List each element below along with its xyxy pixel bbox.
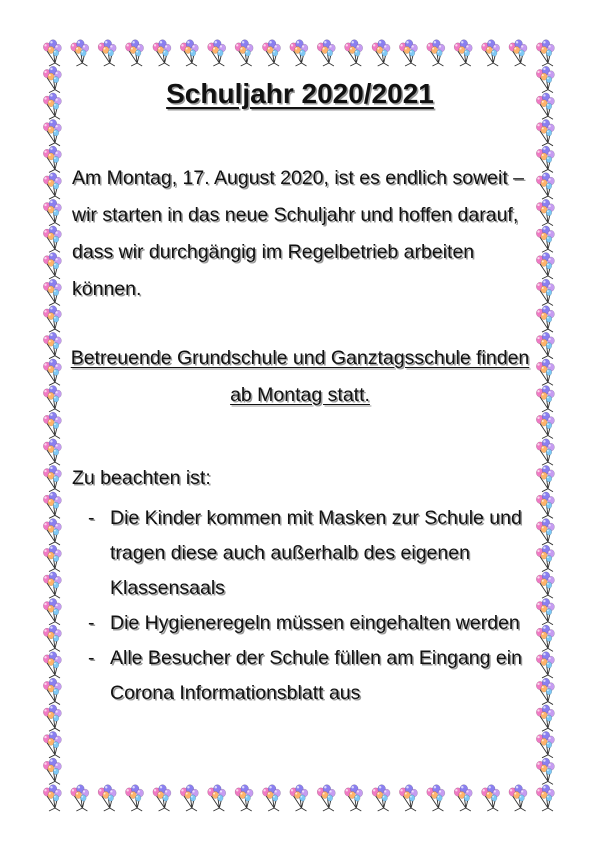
balloon-bunch-icon bbox=[43, 332, 61, 358]
balloon-bunch-icon bbox=[536, 385, 554, 411]
balloon-bunch-icon bbox=[71, 40, 89, 66]
balloon-bunch-icon bbox=[454, 40, 472, 66]
notes-list bbox=[88, 501, 528, 711]
balloon-bunch-icon bbox=[427, 785, 445, 811]
balloon-bunch-icon bbox=[536, 465, 554, 491]
notes-heading: Zu beachten ist: bbox=[72, 467, 211, 489]
balloon-bunch-icon bbox=[262, 785, 280, 811]
balloon-bunch-icon bbox=[153, 785, 171, 811]
balloon-bunch-icon bbox=[125, 785, 143, 811]
balloon-bunch-icon bbox=[536, 785, 554, 811]
balloon-bunch-icon bbox=[536, 173, 554, 199]
balloon-bunch-icon bbox=[536, 226, 554, 252]
balloon-bunch-icon bbox=[153, 40, 171, 66]
balloon-bunch-icon bbox=[43, 40, 61, 66]
list-item: - Die Kinder kommen mit Masken zur Schule und tragen diese auch außerhalb des eigenen Klassensaals bbox=[88, 501, 528, 606]
balloon-bunch-icon bbox=[536, 545, 554, 571]
balloon-bunch-icon bbox=[43, 678, 61, 704]
balloon-bunch-icon bbox=[43, 279, 61, 305]
page-title: Schuljahr 2020/2021 bbox=[166, 78, 434, 109]
announcement: Betreuende Grundschule und Ganztagsschule finden ab Montag statt. bbox=[70, 347, 530, 406]
balloon-bunch-icon bbox=[536, 146, 554, 172]
balloon-bunch-icon bbox=[98, 40, 116, 66]
balloon-bunch-icon bbox=[43, 146, 61, 172]
balloon-bunch-icon bbox=[290, 785, 308, 811]
balloon-bunch-icon bbox=[536, 731, 554, 757]
balloon-bunch-icon bbox=[262, 40, 280, 66]
balloon-bunch-icon bbox=[180, 785, 198, 811]
balloon-bunch-icon bbox=[536, 652, 554, 678]
balloon-bunch-icon bbox=[399, 785, 417, 811]
balloon-bunch-icon bbox=[43, 519, 61, 545]
balloon-bunch-icon bbox=[536, 572, 554, 598]
balloon-bunch-icon bbox=[208, 40, 226, 66]
balloon-bunch-icon bbox=[536, 119, 554, 145]
balloon-bunch-icon bbox=[536, 199, 554, 225]
balloon-bunch-icon bbox=[43, 625, 61, 651]
balloon-bunch-icon bbox=[43, 226, 61, 252]
balloon-bunch-icon bbox=[43, 785, 61, 811]
balloon-bunch-icon bbox=[43, 199, 61, 225]
intro-paragraph: Am Montag, 17. August 2020, ist es endlich soweit – wir starten in das neue Schuljahr und hoffen darauf, dass wir durchgängig im Regelbetrieb arbeiten können. bbox=[72, 167, 525, 300]
balloon-bunch-icon bbox=[536, 439, 554, 465]
balloon-bunch-icon bbox=[290, 40, 308, 66]
balloon-bunch-icon bbox=[43, 652, 61, 678]
balloon-bunch-icon bbox=[43, 598, 61, 624]
balloon-bunch-icon bbox=[125, 40, 143, 66]
balloon-bunch-icon bbox=[536, 412, 554, 438]
balloon-bunch-icon bbox=[536, 492, 554, 518]
balloon-bunch-icon bbox=[43, 572, 61, 598]
balloon-bunch-icon bbox=[43, 758, 61, 784]
balloon-bunch-icon bbox=[536, 252, 554, 278]
balloon-bunch-icon bbox=[43, 412, 61, 438]
balloon-bunch-icon bbox=[536, 598, 554, 624]
balloon-bunch-icon bbox=[43, 252, 61, 278]
balloon-bunch-icon bbox=[180, 40, 198, 66]
balloon-bunch-icon bbox=[536, 758, 554, 784]
balloon-bunch-icon bbox=[509, 785, 527, 811]
balloon-bunch-icon bbox=[536, 625, 554, 651]
balloon-bunch-icon bbox=[372, 40, 390, 66]
balloon-bunch-icon bbox=[427, 40, 445, 66]
balloon-bunch-icon bbox=[208, 785, 226, 811]
balloon-bunch-icon bbox=[43, 359, 61, 385]
balloon-bunch-icon bbox=[536, 332, 554, 358]
balloon-bunch-icon bbox=[536, 40, 554, 66]
list-item: - Die Hygieneregeln müssen eingehalten werden bbox=[88, 606, 528, 641]
balloon-bunch-icon bbox=[235, 40, 253, 66]
balloon-bunch-icon bbox=[43, 306, 61, 332]
balloon-bunch-icon bbox=[536, 519, 554, 545]
balloon-bunch-icon bbox=[71, 785, 89, 811]
balloon-bunch-icon bbox=[345, 785, 363, 811]
balloon-bunch-icon bbox=[43, 492, 61, 518]
balloon-bunch-icon bbox=[536, 306, 554, 332]
balloon-bunch-icon bbox=[372, 785, 390, 811]
balloon-bunch-icon bbox=[43, 545, 61, 571]
balloon-bunch-icon bbox=[454, 785, 472, 811]
balloon-bunch-icon bbox=[509, 40, 527, 66]
balloon-bunch-icon bbox=[235, 785, 253, 811]
balloon-bunch-icon bbox=[482, 40, 500, 66]
balloon-bunch-icon bbox=[317, 40, 335, 66]
balloon-bunch-icon bbox=[317, 785, 335, 811]
balloon-bunch-icon bbox=[536, 359, 554, 385]
balloon-bunch-icon bbox=[482, 785, 500, 811]
balloon-bunch-icon bbox=[399, 40, 417, 66]
balloon-bunch-icon bbox=[98, 785, 116, 811]
balloon-bunch-icon bbox=[345, 40, 363, 66]
balloon-bunch-icon bbox=[43, 439, 61, 465]
balloon-bunch-icon bbox=[43, 731, 61, 757]
list-item: - Alle Besucher der Schule füllen am Eingang ein Corona Informationsblatt aus bbox=[88, 641, 528, 711]
balloon-bunch-icon bbox=[43, 173, 61, 199]
balloon-bunch-icon bbox=[43, 705, 61, 731]
balloon-bunch-icon bbox=[536, 705, 554, 731]
balloon-bunch-icon bbox=[536, 678, 554, 704]
balloon-bunch-icon bbox=[536, 279, 554, 305]
balloon-bunch-icon bbox=[43, 119, 61, 145]
balloon-bunch-icon bbox=[43, 385, 61, 411]
balloon-bunch-icon bbox=[43, 465, 61, 491]
